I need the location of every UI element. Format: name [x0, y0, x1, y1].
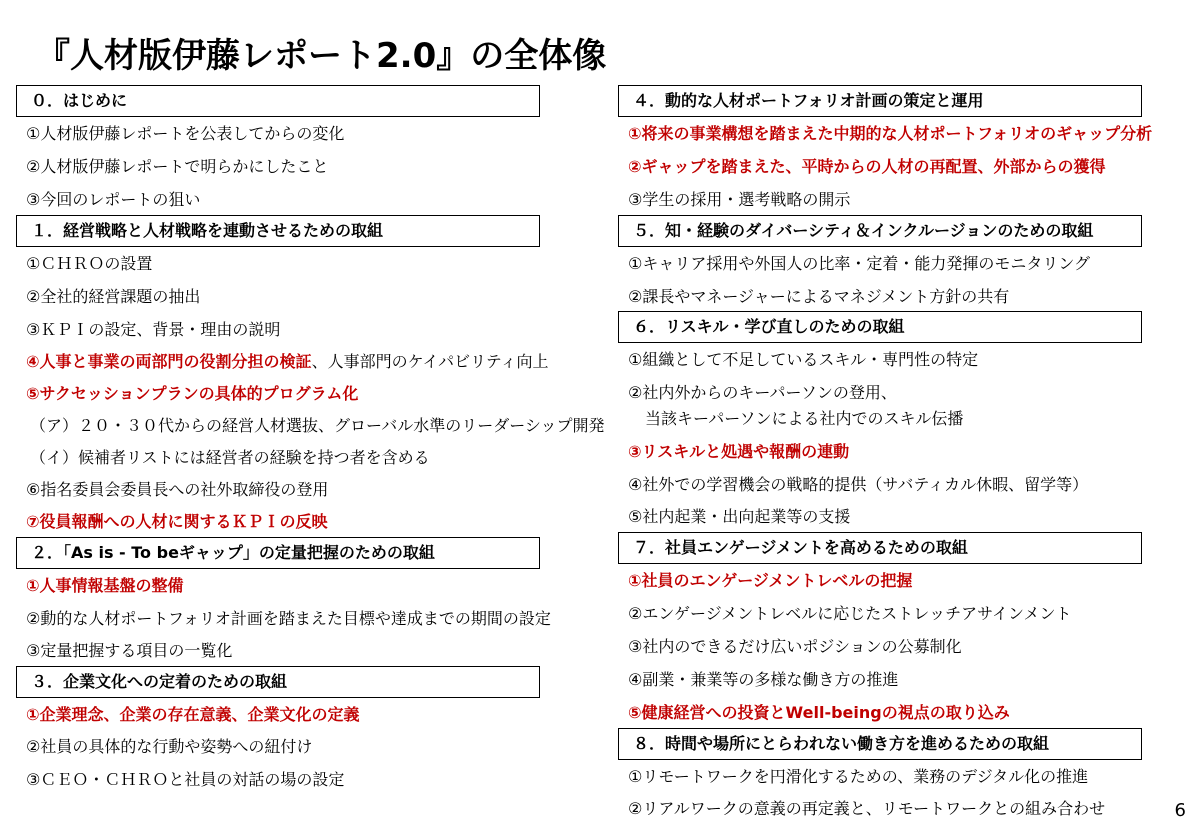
section-4-item-2: ②ギャップを踏まえた、平時からの人材の再配置、外部からの獲得 — [628, 157, 1106, 176]
section-0-header: ０．はじめに — [16, 85, 540, 117]
section-2-item-2: ②動的な人材ポートフォリオ計画を踏まえた目標や達成までの期間の設定 — [26, 609, 551, 628]
section-1-item-5: ⑤サクセッションプランの具体的プログラム化 — [26, 384, 359, 403]
section-5-item-1: ①キャリア採用や外国人の比率・定着・能力発揮のモニタリング — [628, 254, 1091, 273]
section-6-item-1: ①組織として不足しているスキル・専門性の特定 — [628, 350, 979, 369]
section-0-item-3: ③今回のレポートの狙い — [26, 190, 201, 209]
section-5-item-2: ②課長やマネージャーによるマネジメント方針の共有 — [628, 287, 1010, 306]
section-1-item-4-rest: 、人事部門のケイパビリティ向上 — [311, 352, 549, 371]
section-4-item-3: ③学生の採用・選考戦略の開示 — [628, 190, 851, 209]
section-0-item-1: ①人材版伊藤レポートを公表してからの変化 — [26, 124, 345, 143]
section-6-item-2a: ②社内外からのキーパーソンの登用、 — [628, 383, 897, 402]
section-6-item-5: ⑤社内起業・出向起業等の支援 — [628, 507, 851, 526]
section-6-item-4: ④社外での学習機会の戦略的提供（サバティカル休暇、留学等） — [628, 475, 1089, 494]
section-5-header: ５．知・経験のダイバーシティ＆インクルージョンのための取組 — [618, 215, 1142, 247]
section-7-header: ７．社員エンゲージメントを高めるための取組 — [618, 532, 1142, 564]
section-3-item-1: ①企業理念、企業の存在意義、企業文化の定義 — [26, 705, 360, 724]
section-1-item-3: ③ＫＰＩの設定、背景・理由の説明 — [26, 320, 281, 339]
section-1-item-1: ①ＣＨＲＯの設置 — [26, 254, 153, 273]
section-2-item-3: ③定量把握する項目の一覧化 — [26, 641, 233, 660]
section-7-item-2: ②エンゲージメントレベルに応じたストレッチアサインメント — [628, 604, 1072, 623]
section-8-item-1: ①リモートワークを円滑化するための、業務のデジタル化の推進 — [628, 767, 1089, 786]
section-2-item-1: ①人事情報基盤の整備 — [26, 576, 184, 595]
section-1-item-6: ⑥指名委員会委員長への社外取締役の登用 — [26, 480, 329, 499]
page-title: 『人材版伊藤レポート2.0』の全体像 — [36, 36, 607, 76]
section-8-header: ８．時間や場所にとらわれない働き方を進めるための取組 — [618, 728, 1142, 760]
section-1-header: １．経営戦略と人材戦略を連動させるための取組 — [16, 215, 540, 247]
section-7-item-3: ③社内のできるだけ広いポジションの公募制化 — [628, 637, 962, 656]
section-3-header: ３．企業文化への定着のための取組 — [16, 666, 540, 698]
section-1-item-4-highlight: ④人事と事業の両部門の役割分担の検証 — [26, 352, 312, 371]
section-0-item-2: ②人材版伊藤レポートで明らかにしたこと — [26, 157, 329, 176]
section-7-item-5: ⑤健康経営への投資とWell-beingの視点の取り込み — [628, 703, 1010, 722]
section-1-sub-a: （ア）２０・３０代からの経営人材選抜、グローバル水準のリーダーシップ開発 — [30, 416, 605, 435]
section-7-item-1: ①社員のエンゲージメントレベルの把握 — [628, 571, 913, 590]
section-1-item-2: ②全社的経営課題の抽出 — [26, 287, 201, 306]
section-6-item-2b: 当該キーパーソンによる社内でのスキル伝播 — [645, 409, 964, 428]
section-6-item-3: ③リスキルと処遇や報酬の連動 — [628, 442, 850, 461]
section-1-item-7: ⑦役員報酬への人材に関するＫＰＩの反映 — [26, 512, 328, 531]
section-3-item-3: ③ＣＥＯ・ＣＨＲＯと社員の対話の場の設定 — [26, 770, 345, 789]
section-7-item-4: ④副業・兼業等の多様な働き方の推進 — [628, 670, 899, 689]
section-1-item-4 — [26, 352, 549, 372]
section-4-item-1: ①将来の事業構想を踏まえた中期的な人材ポートフォリオのギャップ分析 — [628, 124, 1153, 143]
section-3-item-2: ②社員の具体的な行動や姿勢への紐付け — [26, 737, 313, 756]
section-6-header: ６．リスキル・学び直しのための取組 — [618, 311, 1142, 343]
section-2-header: ２．「As is - To beギャップ」の定量把握のための取組 — [16, 537, 540, 569]
section-8-item-2: ②リアルワークの意義の再定義と、リモートワークとの組み合わせ — [628, 799, 1106, 818]
page-number: 6 — [1174, 800, 1186, 821]
section-4-header: ４．動的な人材ポートフォリオ計画の策定と運用 — [618, 85, 1142, 117]
section-1-sub-i: （イ）候補者リストには経営者の経験を持つ者を含める — [30, 448, 430, 467]
